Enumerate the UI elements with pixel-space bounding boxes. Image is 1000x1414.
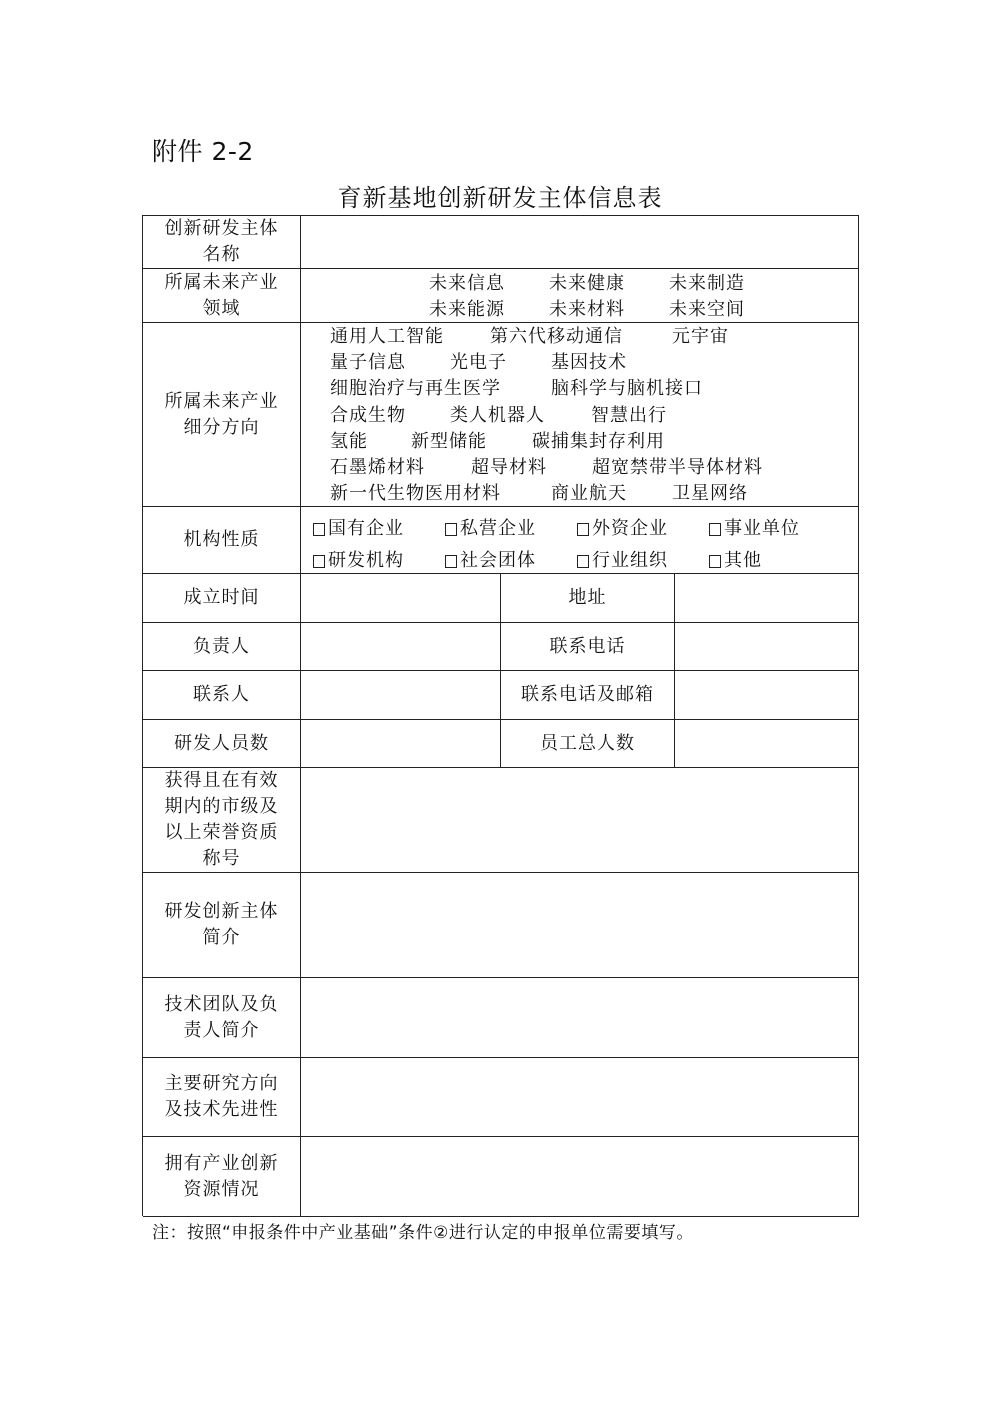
phone-label: 联系电话 bbox=[549, 635, 626, 657]
address-label-cell bbox=[501, 574, 675, 623]
subfield-option[interactable]: 第六代移动通信 bbox=[490, 326, 623, 347]
rd-staff-label-cell bbox=[143, 720, 301, 768]
subfield-row bbox=[330, 481, 858, 507]
subfield-label: 所属未来产业细分方向 bbox=[164, 390, 279, 438]
nature-option-label: 私营企业 bbox=[460, 518, 536, 539]
total-staff-input-cell[interactable] bbox=[675, 720, 859, 768]
research-label-cell bbox=[143, 1058, 301, 1137]
resources-label-line: 拥有产业创新 bbox=[164, 1152, 279, 1174]
contact-label-cell bbox=[143, 671, 301, 720]
nature-option-label: 国有企业 bbox=[328, 518, 404, 539]
contact-phone-email-input-cell[interactable] bbox=[675, 671, 859, 720]
subfield-option[interactable]: 合成生物 bbox=[330, 404, 406, 426]
nature-options-cell bbox=[301, 507, 859, 574]
contact-input-cell[interactable] bbox=[301, 671, 501, 720]
footnote: 注：按照“申报条件中产业基础”条件②进行认定的申报单位需要填写。 bbox=[152, 1223, 694, 1243]
nature-checkbox[interactable] bbox=[709, 513, 841, 545]
nature-option-label: 社会团体 bbox=[460, 550, 536, 571]
field-option[interactable]: 未来制造 bbox=[669, 273, 745, 294]
established-label: 成立时间 bbox=[183, 587, 260, 608]
leader-input-cell[interactable] bbox=[301, 623, 501, 671]
subfield-option[interactable]: 通用人工智能 bbox=[330, 326, 444, 347]
phone-label-cell bbox=[501, 623, 675, 671]
team-input-cell[interactable] bbox=[301, 978, 859, 1058]
rd-staff-input-cell[interactable] bbox=[301, 720, 501, 768]
nature-checkbox[interactable] bbox=[577, 545, 709, 577]
subfield-row bbox=[330, 429, 858, 455]
checkbox-icon[interactable] bbox=[577, 555, 589, 568]
honors-label-line: 以上荣誉资质 bbox=[164, 822, 279, 843]
subfield-row bbox=[330, 376, 858, 402]
subfield-option[interactable]: 超宽禁带半导体材料 bbox=[592, 457, 763, 479]
subfield-options-cell bbox=[301, 323, 859, 507]
total-staff-label: 员工总人数 bbox=[540, 732, 635, 754]
checkbox-icon[interactable] bbox=[709, 555, 721, 568]
field-options-cell bbox=[301, 269, 859, 323]
research-label-line: 及技术先进性 bbox=[164, 1099, 279, 1120]
subfield-option[interactable]: 脑科学与脑机接口 bbox=[551, 378, 703, 400]
field-label: 所属未来产业领域 bbox=[164, 271, 279, 319]
leader-label-cell bbox=[143, 623, 301, 671]
research-input-cell[interactable] bbox=[301, 1058, 859, 1137]
subfield-option[interactable]: 光电子 bbox=[450, 352, 507, 374]
intro-label-line: 简介 bbox=[202, 927, 241, 948]
field-option[interactable]: 未来健康 bbox=[549, 273, 625, 294]
document-title: 育新基地创新研发主体信息表 bbox=[337, 184, 663, 212]
honors-label-line: 称号 bbox=[202, 848, 241, 869]
leader-label: 负责人 bbox=[193, 635, 250, 657]
name-label: 创新研发主体名称 bbox=[164, 218, 279, 265]
checkbox-icon[interactable] bbox=[313, 523, 325, 536]
nature-option-label: 其他 bbox=[724, 550, 762, 571]
nature-checkbox[interactable] bbox=[577, 513, 709, 545]
subfield-option[interactable]: 超导材料 bbox=[471, 457, 547, 479]
established-label-cell bbox=[143, 574, 301, 623]
team-label-line: 技术团队及负 bbox=[164, 993, 279, 1015]
subfield-option[interactable]: 细胞治疗与再生医学 bbox=[330, 378, 501, 400]
research-label-line: 主要研究方向 bbox=[164, 1073, 279, 1094]
contact-label: 联系人 bbox=[193, 684, 250, 705]
nature-option-label: 外资企业 bbox=[592, 518, 668, 539]
honors-input-cell[interactable] bbox=[301, 768, 859, 873]
intro-label-cell bbox=[143, 873, 301, 978]
field-options-row-2 bbox=[429, 297, 858, 323]
subfield-option[interactable]: 新一代生物医用材料 bbox=[330, 483, 501, 505]
total-staff-label-cell bbox=[501, 720, 675, 768]
checkbox-icon[interactable] bbox=[445, 555, 457, 568]
subfield-option[interactable]: 智慧出行 bbox=[591, 404, 667, 426]
subfield-row bbox=[330, 403, 858, 429]
nature-options-row-2 bbox=[313, 545, 858, 577]
address-input-cell[interactable] bbox=[675, 574, 859, 623]
honors-label-line: 期内的市级及 bbox=[164, 796, 279, 817]
honors-label-cell bbox=[143, 768, 301, 873]
nature-option-label: 行业组织 bbox=[592, 550, 668, 571]
info-form-table bbox=[142, 215, 859, 1216]
name-input-cell[interactable] bbox=[301, 216, 859, 269]
subfield-row bbox=[330, 350, 858, 376]
intro-input-cell[interactable] bbox=[301, 873, 859, 978]
checkbox-icon[interactable] bbox=[709, 523, 721, 536]
nature-checkbox[interactable] bbox=[313, 545, 445, 577]
field-option[interactable]: 未来材料 bbox=[549, 299, 625, 320]
subfield-option[interactable]: 类人机器人 bbox=[450, 404, 545, 426]
subfield-option[interactable]: 基因技术 bbox=[551, 352, 627, 374]
subfield-option[interactable]: 氢能 bbox=[330, 430, 368, 452]
checkbox-icon[interactable] bbox=[577, 523, 589, 536]
resources-input-cell[interactable] bbox=[301, 1137, 859, 1217]
intro-label-line: 研发创新主体 bbox=[164, 901, 279, 922]
field-label-cell bbox=[143, 269, 301, 323]
subfield-option[interactable]: 元宇宙 bbox=[672, 326, 729, 347]
subfield-option[interactable]: 商业航天 bbox=[551, 483, 627, 505]
nature-label-cell bbox=[143, 507, 301, 574]
established-input-cell[interactable] bbox=[301, 574, 501, 623]
nature-checkbox[interactable] bbox=[313, 513, 445, 545]
team-label-line: 责人简介 bbox=[183, 1019, 260, 1041]
contact-phone-email-label: 联系电话及邮箱 bbox=[521, 684, 654, 705]
resources-label-line: 资源情况 bbox=[183, 1178, 260, 1200]
attachment-number: 附件 2-2 bbox=[152, 137, 254, 166]
checkbox-icon[interactable] bbox=[313, 555, 325, 568]
subfield-option[interactable]: 量子信息 bbox=[330, 352, 406, 374]
nature-options-row-1 bbox=[313, 513, 858, 545]
subfield-option[interactable]: 碳捕集封存利用 bbox=[532, 430, 665, 452]
subfield-row bbox=[330, 324, 858, 350]
subfield-row bbox=[330, 455, 858, 481]
name-label-cell bbox=[143, 216, 301, 269]
subfield-option[interactable]: 新型储能 bbox=[411, 430, 487, 452]
nature-option-label: 研发机构 bbox=[328, 550, 404, 571]
team-label-cell bbox=[143, 978, 301, 1058]
contact-phone-email-label-cell bbox=[501, 671, 675, 720]
address-label: 地址 bbox=[568, 587, 607, 608]
phone-input-cell[interactable] bbox=[675, 623, 859, 671]
field-option[interactable]: 未来能源 bbox=[429, 299, 505, 320]
nature-label: 机构性质 bbox=[183, 529, 260, 550]
resources-label-cell bbox=[143, 1137, 301, 1217]
field-options-row-1 bbox=[429, 271, 858, 297]
field-option[interactable]: 未来空间 bbox=[669, 299, 745, 320]
nature-checkbox[interactable] bbox=[445, 545, 577, 577]
honors-label-line: 获得且在有效 bbox=[164, 770, 279, 791]
rd-staff-label: 研发人员数 bbox=[174, 732, 269, 754]
subfield-label-cell bbox=[143, 323, 301, 507]
nature-checkbox[interactable] bbox=[709, 545, 841, 577]
checkbox-icon[interactable] bbox=[445, 523, 457, 536]
subfield-option[interactable]: 石墨烯材料 bbox=[330, 457, 425, 479]
field-option[interactable]: 未来信息 bbox=[429, 273, 505, 294]
subfield-option[interactable]: 卫星网络 bbox=[672, 483, 748, 505]
nature-option-label: 事业单位 bbox=[724, 518, 800, 539]
nature-checkbox[interactable] bbox=[445, 513, 577, 545]
